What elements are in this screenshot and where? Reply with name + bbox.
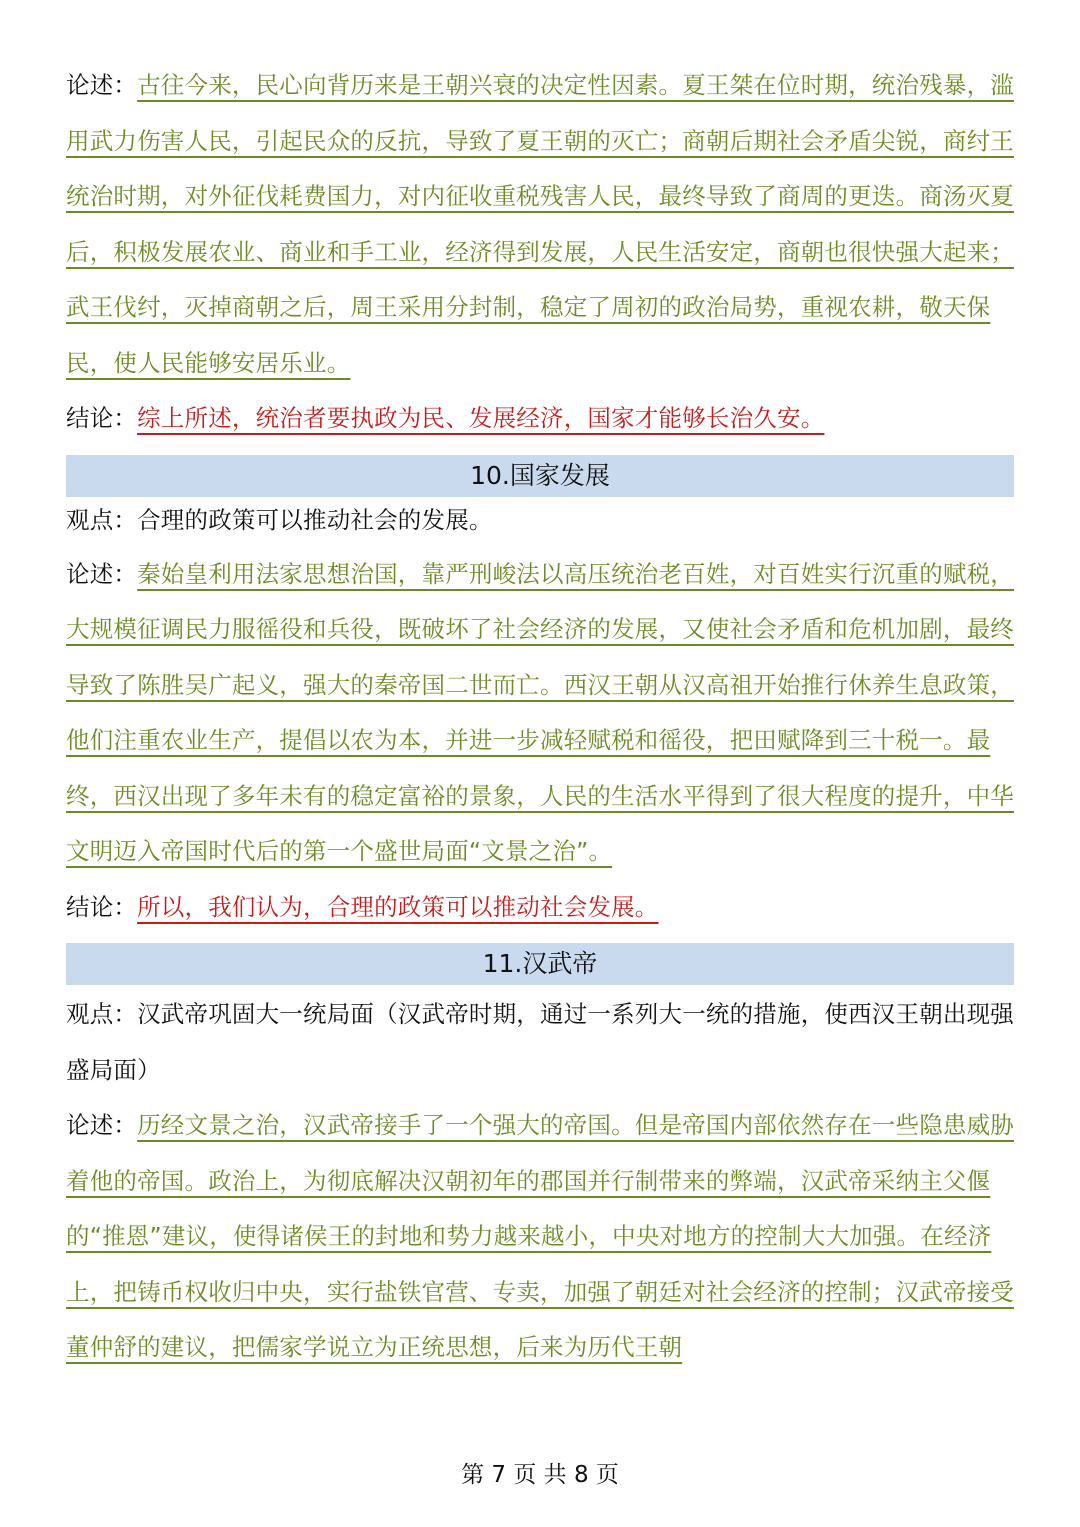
- argument-label: 论述：: [66, 559, 138, 588]
- conclusion-paragraph: [66, 391, 1014, 447]
- conclusion-paragraph-10: [66, 880, 1014, 936]
- view-paragraph-10: [66, 499, 1014, 541]
- view-label: 观点：: [66, 1000, 138, 1028]
- section-heading-11: 11.汉武帝: [66, 943, 1014, 985]
- conclusion-label: 结论：: [66, 892, 138, 921]
- argument-label: 论述：: [66, 1111, 138, 1139]
- argument-label: 论述：: [66, 71, 138, 99]
- view-label: 观点：: [66, 505, 138, 534]
- page-number: 第 7 页 共 8 页: [461, 1462, 619, 1488]
- section-heading-10: 10.国家发展: [66, 455, 1014, 497]
- conclusion-text: 所以，我们认为，合理的政策可以推动社会发展。: [137, 892, 659, 921]
- argument-text: 古往今来，民心向背历来是王朝兴衰的决定性因素。夏王桀在位时期，统治残暴，滥用武力伤害人民，引起民众的反抗，导致了夏王朝的灭亡；商朝后期社会矛盾尖锐，商纣王统治时期，对外征伐耗费国力，对内征收重税残害人民，最终导致了商周的更迭。商汤灭夏后，积极发展农业、商业和手工业，经济得到发展，人民生活安定，商朝也很快强大起来；武王伐纣，灭掉商朝之后，周王采用分封制，稳定了周初的政治局势，重视农耕，敬天保民，使人民能够安居乐业。: [66, 71, 1015, 377]
- view-text: 汉武帝巩固大一统局面（汉武帝时期，通过一系列大一统的措施，使西汉王朝出现强盛局面）: [66, 1000, 1015, 1084]
- view-text: 合理的政策可以推动社会的发展。: [137, 505, 493, 534]
- conclusion-label: 结论：: [66, 404, 138, 432]
- argument-paragraph-11: [66, 1098, 1014, 1376]
- conclusion-text: 综上所述，统治者要执政为民、发展经济，国家才能够长治久安。: [137, 404, 825, 432]
- argument-text: 历经文景之治，汉武帝接手了一个强大的帝国。但是帝国内部依然存在一些隐患威胁着他的帝国。政治上，为彻底解决汉朝初年的郡国并行制带来的弊端，汉武帝采纳主父偃的“推恩”建议，使得诸侯王的封地和势力越来越小，中央对地方的控制大大加强。在经济上，把铸币权收归中央，实行盐铁官营、专卖，加强了朝廷对社会经济的控制；汉武帝接受董仲舒的建议，把儒家学说立为正统思想，后来为历代王朝: [66, 1111, 1015, 1361]
- argument-text: 秦始皇利用法家思想治国，靠严刑峻法以高压统治老百姓，对百姓实行沉重的赋税，大规模征调民力服徭役和兵役，既破坏了社会经济的发展，又使社会矛盾和危机加剧，最终导致了陈胜吴广起义，强大的秦帝国二世而亡。西汉王朝从汉高祖开始推行休养生息政策，他们注重农业生产，提倡以农为本，并进一步减轻赋税和徭役，把田赋降到三十税一。最终，西汉出现了多年未有的稳定富裕的景象，人民的生活水平得到了很大程度的提升，中华文明迈入帝国时代后的第一个盛世局面“文景之治”。: [66, 559, 1015, 865]
- document-page: [66, 58, 1014, 1376]
- argument-paragraph-10: [66, 547, 1014, 880]
- argument-paragraph: [66, 58, 1014, 391]
- view-paragraph-11: [66, 987, 1014, 1098]
